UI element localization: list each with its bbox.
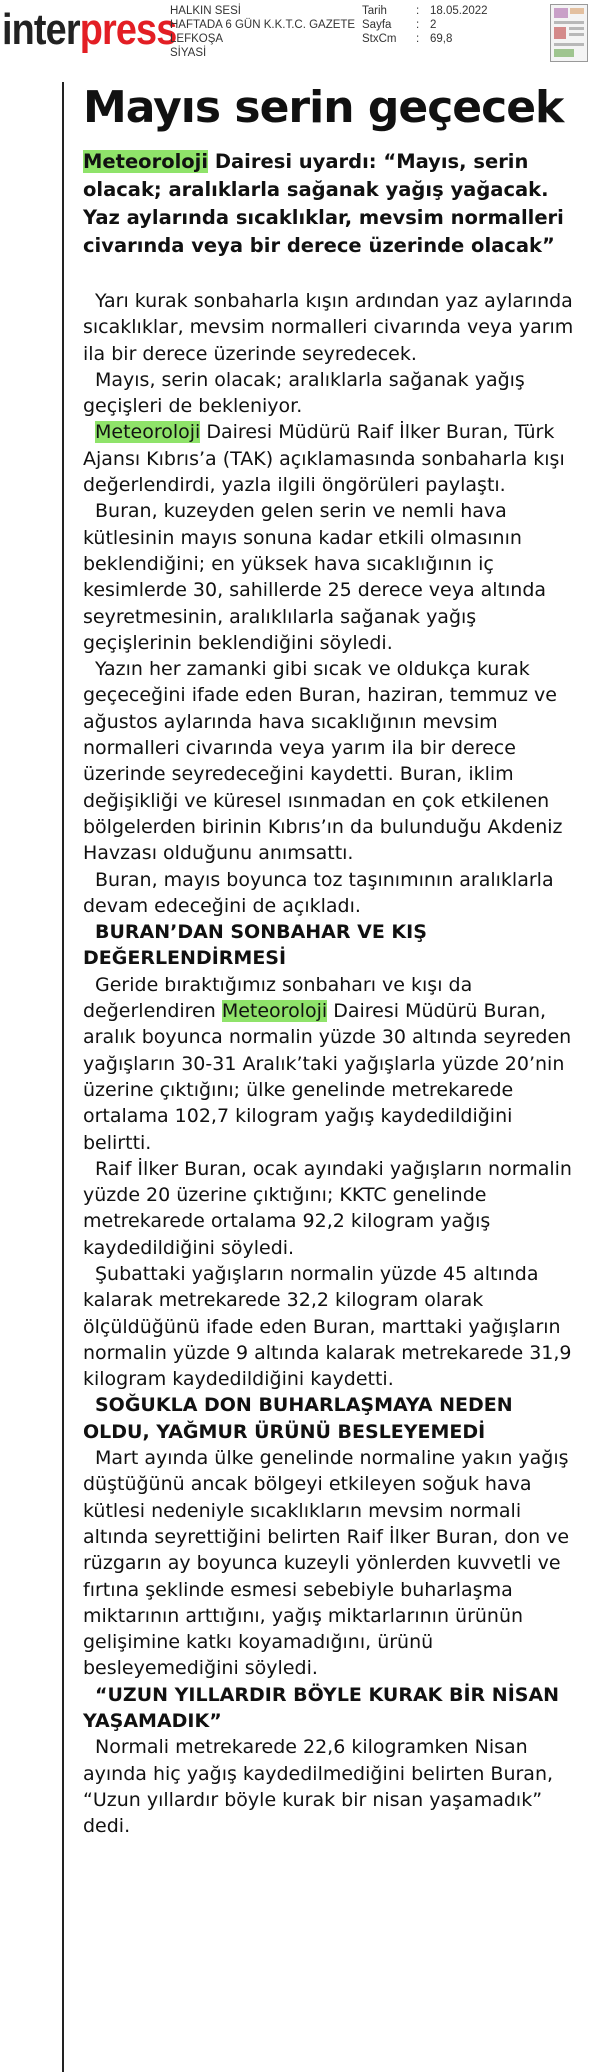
paragraph: Buran, mayıs boyunca toz taşınımının aralıklarla devam edeceğini de açıkladı. — [83, 868, 554, 917]
publication-name: HALKIN SESİ — [170, 5, 241, 17]
section-heading: SOĞUKLA DON BUHARLAŞMAYA NEDEN OLDU, YAĞMUR ÜRÜNÜ BESLEYEMEDİ — [83, 1394, 513, 1443]
keyword-highlight: Meteoroloji — [83, 150, 209, 173]
paragraph: Raif İlker Buran, ocak ayındaki yağışların normalin yüzde 20 üzerine çıktığını; KKTC genelinde metrekarede ortalama 92,2 kilogram yağış kaydedildiğini söyledi. — [83, 1157, 572, 1259]
column-rule — [62, 82, 64, 2072]
logo-accent: press — [79, 5, 177, 54]
paragraph: Normali metrekarede 22,6 kilogramken Nisan ayında hiç yağış kaydedilmediğini belirten Buran, “Uzun yıllardır böyle kurak bir nisan yaşamadık” dedi. — [83, 1736, 554, 1838]
field-date: Tarih : 18.05.2022 — [362, 5, 488, 17]
section-heading: BURAN’DAN SONBAHAR VE KIŞ DEĞERLENDİRMESİ — [83, 921, 427, 970]
paragraph: Mayıs, serin olacak; aralıklarla sağanak yağış geçişleri de bekleniyor. — [83, 368, 525, 418]
interpress-logo — [2, 4, 176, 56]
page-value: 2 — [430, 19, 437, 31]
clipping-fields — [362, 4, 488, 46]
publication-frequency: HAFTADA 6 GÜN K.K.T.C. GAZETE — [170, 19, 356, 31]
stxcm-value: 69,8 — [430, 33, 453, 45]
article-title: Mayıs serin geçecek — [83, 82, 564, 133]
article — [83, 80, 583, 1840]
article-lead — [83, 148, 583, 260]
paragraph: Meteoroloji Dairesi Müdürü Raif İlker Buran, Türk Ajansı Kıbrıs’a (TAK) açıklamasında sonbaharla kışı değerlendirdi, yazla ilgili öngörüleri paylaştı. — [83, 421, 565, 497]
logo-main: inter — [2, 5, 80, 54]
keyword-highlight: Meteoroloji — [221, 1000, 328, 1023]
paragraph: Yarı kurak sonbaharla kışın ardından yaz aylarında sıcaklıklar, mevsim normalleri civarında veya yarım ila bir derece üzerinde seyredecek. — [83, 290, 574, 365]
paragraph: Mart ayında ülke genelinde normaline yakın yağış düştüğünü ancak bölgeyi etkileyen soğuk hava kütlesi nedeniyle sıcaklıkların mevsim normali altında seyrettiğini belirten Raif İlker Buran, don ve rüzgarın ay boyunca kuzeyli yönlerden kuvvetli ve fırtına şeklinde esmesi sebebiyle buharlaşma miktarının arttığını, yağış miktarlarının ürünün gelişimine katkı koyamadığını, ürünü besleyemediğini söyledi. — [83, 1447, 570, 1680]
field-page: Sayfa : 2 — [362, 19, 437, 31]
field-stxcm: StxCm : 69,8 — [362, 33, 453, 45]
date-value: 18.05.2022 — [430, 5, 488, 17]
page-thumbnail — [550, 4, 588, 62]
publication-info — [170, 4, 355, 60]
paragraph: Geride bıraktığımız sonbaharı ve kışı da değerlendiren Meteoroloji Dairesi Müdürü Buran, aralık boyunca normalin yüzde 30 altında seyreden yağışların 30-31 Aralık’taki yağışlarla yüzde 20’nin üzerine çıktığını; ülke genelinde metrekarede ortalama 102,7 kilogram yağış kaydedildiğini belirtti. — [83, 973, 572, 1154]
publication-section: SİYASİ — [170, 47, 207, 59]
keyword-highlight: Meteoroloji — [95, 421, 201, 444]
section-heading: “UZUN YILLARDIR BÖYLE KURAK BİR NİSAN YAŞAMADIK” — [83, 1683, 560, 1733]
paragraph: Buran, kuzeyden gelen serin ve nemli hava kütlesinin mayıs sonuna kadar etkili olmasının beklendiğini; en yüksek hava sıcaklığının iç kesimlerde 30, sahillerde 25 derece veya altında seyretmesinin, aralıklılarla sağanak yağış geçişlerinin beklendiğini söyledi. — [83, 500, 547, 654]
article-body — [83, 288, 583, 1840]
lead-text: Dairesi uyardı: “Mayıs, serin olacak; aralıklarla sağanak yağış yağacak. Yaz aylarında sıcaklıklar, mevsim normalleri civarında veya bir derece üzerinde olacak” — [83, 150, 564, 257]
publication-city: LEFKOŞA — [170, 33, 224, 45]
paragraph: Şubattaki yağışların normalin yüzde 45 altında kalarak metrekarede 32,2 kilogram olarak ölçüldüğünü ifade eden Buran, marttaki yağışların normalin yüzde 9 altında kalarak metrekarede 31,9 kilogram kaydedildiğini kaydetti. — [83, 1262, 572, 1391]
clipping-header — [0, 0, 590, 70]
paragraph: Yazın her zamanki gibi sıcak ve oldukça kurak geçeceğini ifade eden Buran, haziran, temmuz ve ağustos aylarında hava sıcaklığının mevsim normalleri civarında veya yarım ila bir derece üzerinde seyredeceğini kaydetti. Buran, iklim değişikliği ve küresel ısınmadan en çok etkilenen bölgelerden birinin Kıbrıs’ın da bulunduğu Akdeniz Havzası olduğunu anımsattı. — [83, 658, 563, 865]
